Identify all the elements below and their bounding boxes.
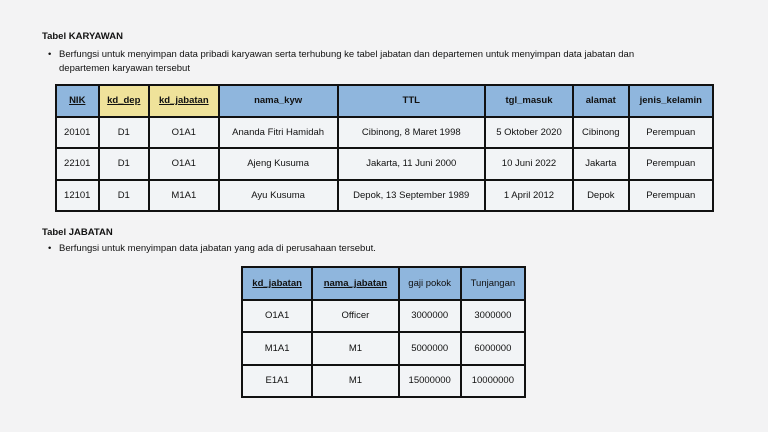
table-row (242, 300, 525, 333)
table-cell: 5000000 (399, 332, 461, 365)
table-cell: Officer (312, 300, 398, 333)
table-cell: Depok, 13 September 1989 (338, 180, 485, 212)
table-header-row (56, 85, 713, 117)
jabatan-table (241, 266, 526, 398)
karyawan-description (48, 48, 728, 76)
karyawan-table (55, 84, 714, 212)
table-row (56, 117, 713, 149)
bullet-icon: • (48, 243, 52, 254)
col-header-kd-jabatan: kd_jabatan (149, 85, 219, 117)
table-cell: Perempuan (629, 117, 713, 149)
table-cell: Perempuan (629, 148, 713, 180)
col-header-nik: NIK (56, 85, 99, 117)
table-cell: 1 April 2012 (485, 180, 573, 212)
table-row (242, 332, 525, 365)
table-cell: O1A1 (149, 117, 219, 149)
col-header-tunjangan: Tunjangan (461, 267, 525, 300)
table-cell: D1 (99, 148, 150, 180)
table-cell: M1 (312, 365, 398, 398)
table-cell: Depok (573, 180, 628, 212)
table-cell: 10 Juni 2022 (485, 148, 573, 180)
table-cell: 22101 (56, 148, 99, 180)
table-cell: 3000000 (399, 300, 461, 333)
table-cell: 15000000 (399, 365, 461, 398)
bullet-icon: • (48, 49, 52, 60)
table-cell: 20101 (56, 117, 99, 149)
table-cell: Perempuan (629, 180, 713, 212)
table-cell: M1 (312, 332, 398, 365)
table-cell: Ananda Fitri Hamidah (219, 117, 338, 149)
table-cell: 10000000 (461, 365, 525, 398)
col-header-nama-kyw: nama_kyw (219, 85, 338, 117)
table-cell: 6000000 (461, 332, 525, 365)
table-cell: Jakarta (573, 148, 628, 180)
jabatan-title: Tabel JABATAN (42, 227, 113, 238)
col-header-kd-jabatan: kd_jabatan (242, 267, 312, 300)
table-cell: M1A1 (149, 180, 219, 212)
col-header-kd-dep: kd_dep (99, 85, 150, 117)
table-cell: Cibinong (573, 117, 628, 149)
table-cell: D1 (99, 180, 150, 212)
table-cell: E1A1 (242, 365, 312, 398)
col-header-tgl-masuk: tgl_masuk (485, 85, 573, 117)
table-header-row (242, 267, 525, 300)
jabatan-desc-text: Berfungsi untuk menyimpan data jabatan yang ada di perusahaan tersebut. (59, 243, 376, 254)
table-cell: O1A1 (242, 300, 312, 333)
table-cell: 3000000 (461, 300, 525, 333)
table-cell: 12101 (56, 180, 99, 212)
col-header-ttl: TTL (338, 85, 485, 117)
table-row (56, 180, 713, 212)
table-cell: Cibinong, 8 Maret 1998 (338, 117, 485, 149)
karyawan-desc-line2: departemen karyawan tersebut (59, 63, 190, 74)
col-header-nama-jabatan: nama_jabatan (312, 267, 398, 300)
table-cell: Ajeng Kusuma (219, 148, 338, 180)
col-header-alamat: alamat (573, 85, 628, 117)
table-cell: D1 (99, 117, 150, 149)
table-cell: Jakarta, 11 Juni 2000 (338, 148, 485, 180)
table-row (56, 148, 713, 180)
col-header-jenis-kelamin: jenis_kelamin (629, 85, 713, 117)
table-cell: 5 Oktober 2020 (485, 117, 573, 149)
jabatan-description (48, 242, 728, 256)
karyawan-title: Tabel KARYAWAN (42, 31, 123, 42)
table-row (242, 365, 525, 398)
col-header-gaji-pokok: gaji pokok (399, 267, 461, 300)
table-cell: Ayu Kusuma (219, 180, 338, 212)
table-cell: O1A1 (149, 148, 219, 180)
table-cell: M1A1 (242, 332, 312, 365)
karyawan-desc-line1: Berfungsi untuk menyimpan data pribadi karyawan serta terhubung ke tabel jabatan dan departemen untuk menyimpan data jabatan dan (59, 49, 635, 60)
